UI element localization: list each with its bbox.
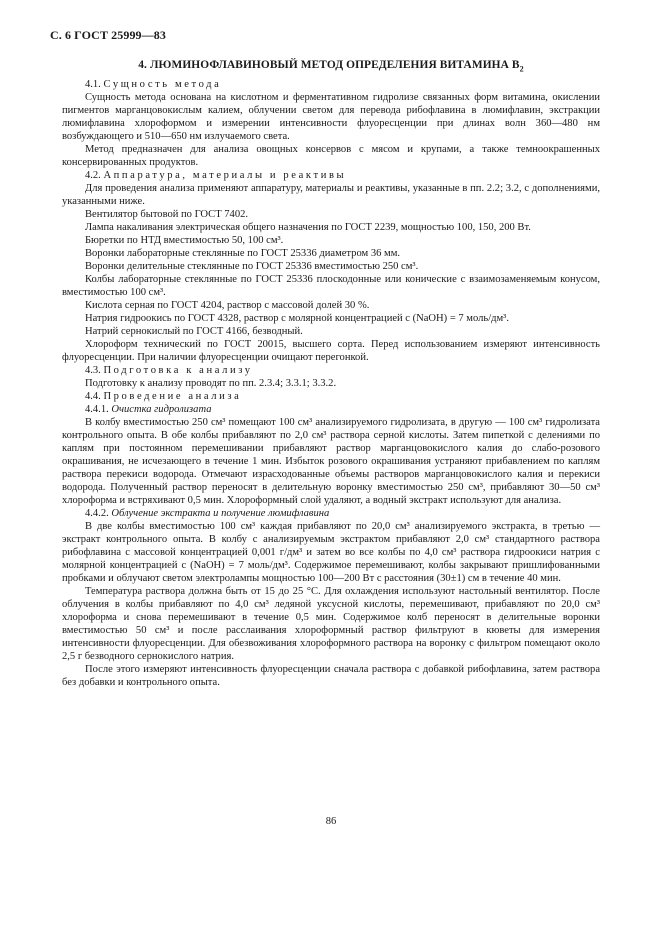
paragraph: Хлороформ технический по ГОСТ 20015, высшего сорта. Перед использованием измеряют интенсивность флуоресценции. При наличии флуоресценции очищают перегонкой. [62,339,600,364]
subheading-4-4-2-text: Облучение экстракта и получение люмифлавина [111,508,330,520]
section-title-subscript: 2 [519,64,524,74]
paragraph: Кислота серная по ГОСТ 4204, раствор с массовой долей 30 %. [85,300,370,312]
heading-4-4 [62,390,600,403]
heading-4-3 [62,364,600,377]
paragraph: Метод предназначен для анализа овощных консервов с мясом и крупами, а также темноокрашенных консервированных продуктов. [62,144,600,169]
paragraph: Бюретки по НТД вместимостью 50, 100 см³. [85,235,284,247]
subheading-4-4-2-number: 4.4.2. [85,508,109,520]
paragraph: Воронки лабораторные стеклянные по ГОСТ 25336 диаметром 36 мм. [85,248,401,260]
document-page [50,28,600,827]
subheading-4-4-1-text: Очистка гидролизата [111,404,212,416]
paragraph: Температура раствора должна быть от 15 до 25 °С. Для охлаждения используют настольный вентилятор. После облучения в колбы прибавляют по 4,0 см³ ледяной уксусной кислоты, перемешивают, прибавляют по 20,0 см³ хлороформа и снова перемешивают в течение 0,5 мин. Содержимое колб переносят в делительные воронки вместимостью 50 см³ и после расслаивания хлороформный раствор фильтруют в кюветы для измерения интенсивности флуоресценции. Для обезвоживания хлороформного раствора на воронку с фильтром помещают около 2,5 г безводного сернокислого натрия. [62,586,600,663]
paragraph: Натрий сернокислый по ГОСТ 4166, безводный. [85,326,303,338]
paragraph: Сущность метода основана на кислотном и ферментативном гидролизе связанных форм витамина, окислении пигментов марганцовокислым калием, облучении светом для перевода рибофлавина в люмифлавин, экстракции люмифлавина хлороформом и измерении интенсивности флуоресценции при длинах волн 360—480 нм возбуждающего и 510—650 нм излучаемого света. [62,92,600,143]
heading-4-1-number: 4.1. [85,79,101,91]
section-title [62,59,600,73]
subheading-4-4-1-number: 4.4.1. [85,404,109,416]
page-header: С. 6 ГОСТ 25999—83 [50,28,166,42]
heading-4-2 [62,169,600,182]
paragraph: В колбу вместимостью 250 см³ помещают 100 см³ анализируемого гидролизата, в другую — 100 см³ гидролизата контрольного опыта. В обе колбы прибавляют по 2,0 см³ раствора серной кислоты. Затем пипеткой с делениями по каплям при постоянном перемешивании прибавляют раствор марганцовокислого калия до слабо-розового окрашивания, не исчезающего в течение 1 мин. Избыток розового окрашивания устраняют прибавлением по каплям раствора перекиси водорода. Отмечают израсходованные объемы растворов марганцовокислого калия и перекиси водорода. Полученный раствор переносят в делительную воронку вместимостью 250 см³, прибавляют 30—50 см³ хлороформа и встряхивают 0,5 мин. Хлороформный слой удаляют, а водный экстракт используют для анализа. [62,417,600,507]
paragraph: В две колбы вместимостью 100 см³ каждая прибавляют по 20,0 см³ анализируемого экстракта, в третью — экстракт контрольного опыта. В колбу с анализируемым экстрактом прибавляют 2,0 см³ стандартного раствора рибофлавина с массовой концентрацией 0,001 г/дм³ и затем во все колбы по 4,0 см³ раствора гидроокиси натрия с молярной концентрацией c (NaOH) = 7 моль/дм³. Содержимое перемешивают, колбы закрывают пришлифованными пробками и облучают светом электролампы мощностью 100—200 Вт с расстояния (30±1) см в течение 40 мин. [62,521,600,585]
paragraph: Колбы лабораторные стеклянные по ГОСТ 25336 плоскодонные или конические с взаимозаменяемым конусом, вместимостью 100 см³. [62,274,600,299]
paragraph: Натрия гидроокись по ГОСТ 4328, раствор с молярной концентрацией c (NaOH) = 7 моль/дм³. [85,313,509,325]
paragraph: Лампа накаливания электрическая общего назначения по ГОСТ 2239, мощностью 100, 150, 200 Вт. [85,222,531,234]
heading-4-3-number: 4.3. [85,365,101,377]
heading-4-2-number: 4.2. [85,170,101,182]
heading-4-1 [62,78,600,91]
heading-4-3-text: Подготовка к анализу [103,365,253,377]
section-title-text: 4. ЛЮМИНОФЛАВИНОВЫЙ МЕТОД ОПРЕДЕЛЕНИЯ ВИТАМИНА В [138,59,520,71]
paragraph: После этого измеряют интенсивность флуоресценции сначала раствора с добавкой рибофлавина, затем раствора без добавки и контрольного опыта. [62,664,600,689]
page-number: 86 [325,816,337,827]
heading-4-2-text: Аппаратура, материалы и реактивы [103,170,347,182]
paragraph: Воронки делительные стеклянные по ГОСТ 25336 вместимостью 250 см³. [85,261,419,273]
paragraph: Вентилятор бытовой по ГОСТ 7402. [85,209,249,221]
heading-4-4-text: Проведение анализа [103,391,242,403]
paragraph: Для проведения анализа применяют аппаратуру, материалы и реактивы, указанные в пп. 2.2; 3.2, с дополнениями, указанными ниже. [62,183,600,208]
subheading-4-4-1 [62,403,600,416]
heading-4-4-number: 4.4. [85,391,101,403]
subheading-4-4-2 [62,507,600,520]
heading-4-1-text: Сущность метода [103,79,222,91]
paragraph: Подготовку к анализу проводят по пп. 2.3.4; 3.3.1; 3.3.2. [85,378,337,390]
